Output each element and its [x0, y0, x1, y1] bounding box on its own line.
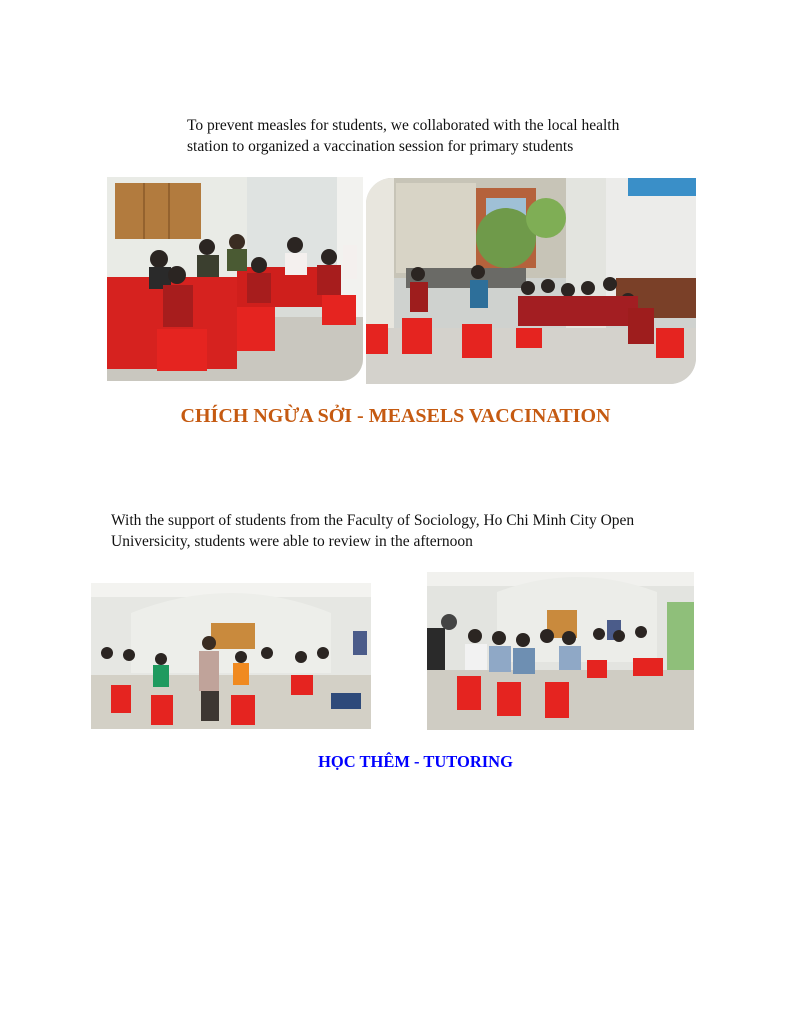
- tutoring-photo-right: [427, 572, 694, 730]
- vaccination-photo-outdoor: [366, 178, 696, 384]
- vaccination-caption: CHÍCH NGỪA SỞI - MEASELS VACCINATION: [180, 405, 611, 427]
- vaccination-paragraph-line-1: To prevent measles for students, we collaborated with the local health: [187, 117, 620, 134]
- tutoring-photo-left: [91, 583, 371, 729]
- tutoring-paragraph-line-2: Universicity, students were able to review in the afternoon: [111, 533, 473, 550]
- tutoring-paragraph: [111, 510, 701, 552]
- vaccination-paragraph: [187, 115, 667, 157]
- tutoring-caption: HỌC THÊM - TUTORING: [318, 752, 513, 771]
- vaccination-paragraph-line-2: station to organized a vaccination session for primary students: [187, 138, 574, 155]
- vaccination-photo-indoor: [107, 177, 363, 381]
- tutoring-paragraph-line-1: With the support of students from the Faculty of Sociology, Ho Chi Minh City Open: [111, 512, 635, 529]
